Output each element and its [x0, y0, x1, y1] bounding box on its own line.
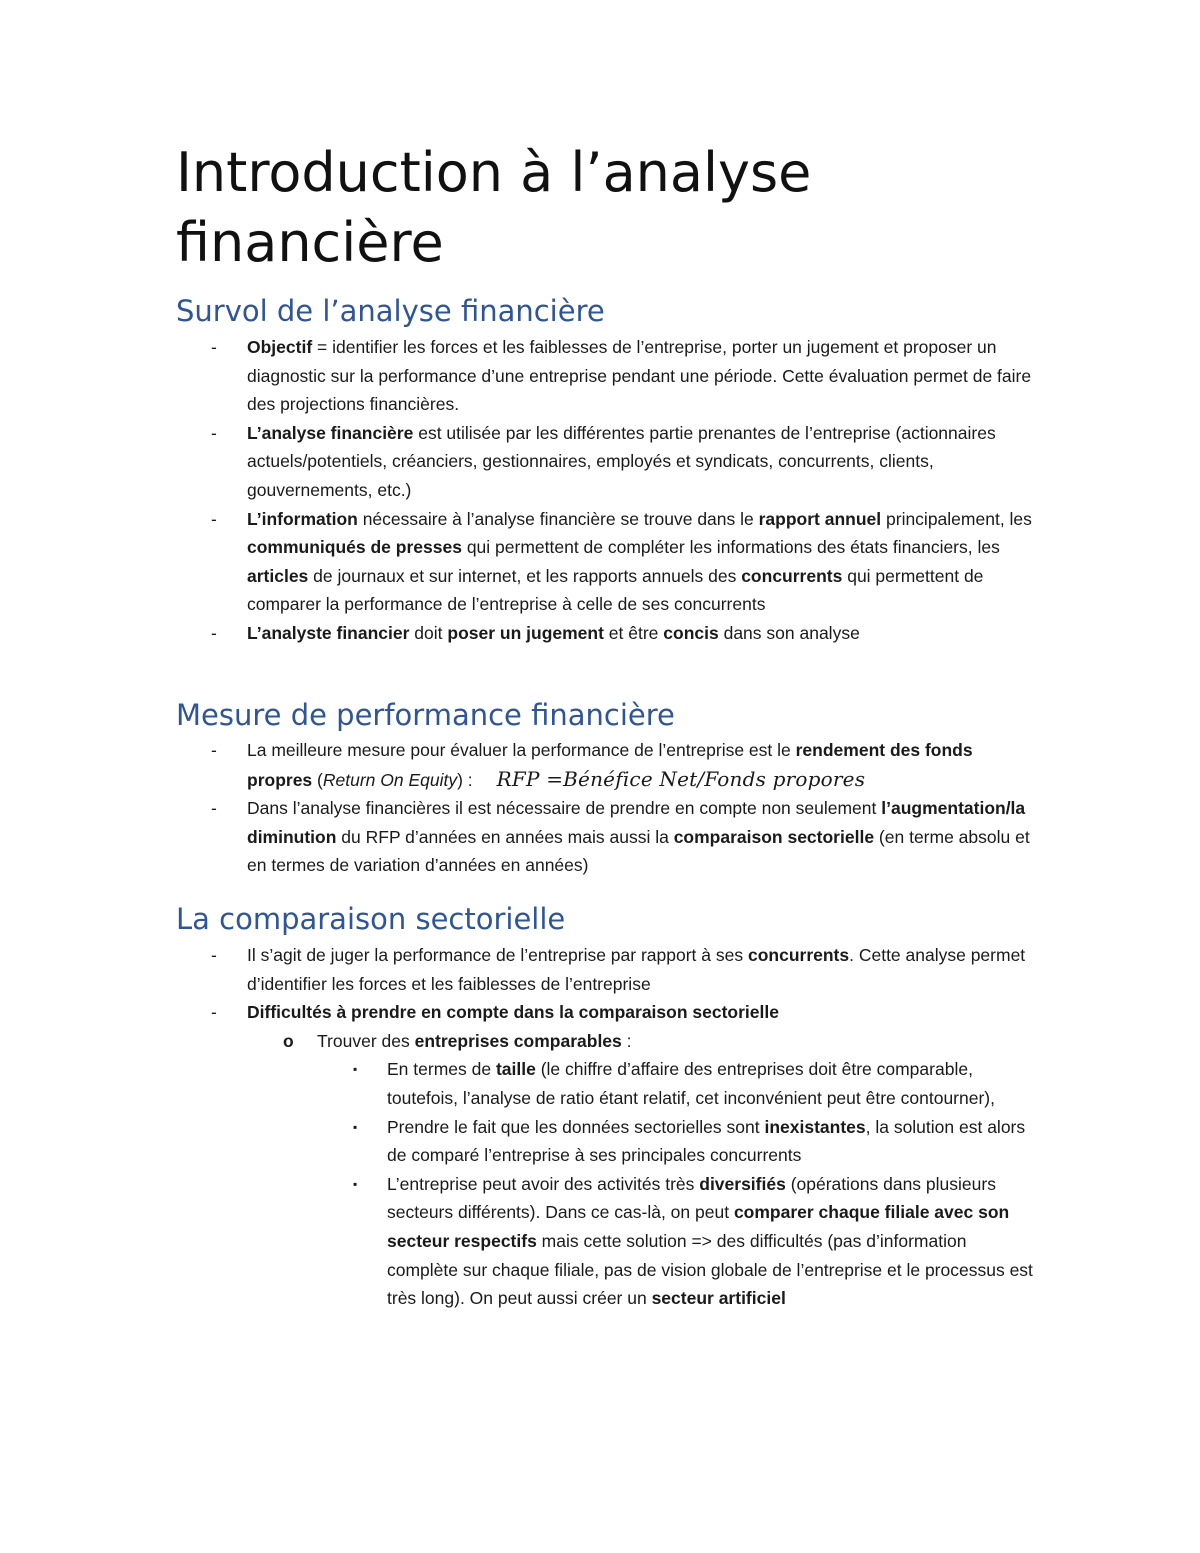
item-text: et être — [603, 622, 664, 643]
item-text: En termes de — [387, 1059, 496, 1080]
item-text: doit — [409, 622, 448, 643]
bold-term: poser un jugement — [447, 622, 604, 643]
item-text: Prendre le fait que les données sectorielles sont — [387, 1116, 765, 1137]
bold-term: L’information — [247, 508, 358, 529]
item-text: dans son analyse — [718, 622, 860, 643]
item-text: , la solution est alors de comparé l’entreprise à ses principales concurrents — [387, 1116, 1026, 1166]
list-item — [211, 505, 1037, 619]
item-text: principalement, les — [881, 508, 1032, 529]
bold-term: Objectif — [247, 337, 313, 357]
item-text: La meilleure mesure pour évaluer la performance de l’entreprise est le — [247, 740, 796, 760]
item-text: du RFP d’années en années mais aussi la — [336, 826, 674, 847]
bold-term: communiqués de presses — [247, 537, 462, 558]
bold-term: diversifiés — [699, 1173, 786, 1194]
section-survol-list — [0, 333, 1200, 648]
bold-term: rendement des fonds propres — [247, 740, 973, 790]
item-text: Il s’agit de juger la performance de l’entreprise par rapport à ses — [247, 945, 748, 965]
list-item — [353, 1055, 1037, 1112]
bold-term: L’analyste financier — [247, 622, 410, 643]
list-item — [211, 419, 1037, 505]
item-text: Trouver des — [317, 1030, 415, 1051]
square-bullet: ▪ — [353, 1176, 358, 1191]
bold-term: comparer chaque filiale avec son secteur respectifs — [387, 1202, 1010, 1251]
list-item — [211, 333, 1037, 419]
bold-term: Difficultés à prendre en compte dans la comparaison sectorielle — [247, 1002, 779, 1023]
list-item — [211, 736, 1037, 794]
list-item — [211, 619, 1037, 648]
bold-term: comparaison sectorielle — [673, 826, 875, 847]
item-text: ( — [312, 769, 323, 790]
bold-term: secteur artificiel — [651, 1288, 786, 1309]
item-text: qui permettent de compléter les informations des états financiers, les — [461, 537, 1000, 558]
dash-bullet: - — [211, 422, 217, 443]
item-text: Dans l’analyse financières il est nécessaire de prendre en compte non seulement — [247, 798, 882, 819]
item-text: (opérations dans plusieurs secteurs différents). Dans ce cas-là, on peut — [387, 1173, 996, 1223]
item-text: . Cette analyse permet d’identifier les forces et les faiblesses de l’entreprise — [247, 945, 1026, 994]
section-heading-mesure: Mesure de performance financière — [176, 698, 675, 732]
list-item — [211, 794, 1037, 880]
dash-bullet: - — [211, 508, 217, 529]
italic-term: Return On Equity — [322, 769, 458, 790]
dash-bullet: - — [211, 740, 217, 760]
document-title: Introduction à l’analyse financière — [176, 141, 812, 274]
list-item — [353, 1170, 1037, 1313]
bold-term: L’analyse financière — [247, 422, 414, 443]
section-mesure-list — [0, 736, 1200, 880]
bold-term: inexistantes — [764, 1116, 866, 1137]
bold-term: concurrents — [747, 945, 850, 965]
square-bullet: ▪ — [353, 1062, 358, 1077]
item-text: = identifier les forces et les faiblesses de l’entreprise, porter un jugement et proposer un diagnostic sur la performance d’une entreprise pendant une période. Cette évaluation permet de faire des projections financières. — [247, 337, 1032, 415]
list-item — [353, 1113, 1037, 1170]
item-text: de journaux et sur internet, et les rapports annuels des — [308, 565, 742, 586]
item-text: qui permettent de comparer la performance de l’entreprise à celle de ses concurrents — [247, 565, 984, 615]
dash-bullet: - — [211, 1002, 217, 1023]
item-text: est utilisée par les différentes partie prenantes de l’entreprise (actionnaires actuels/potentiels, créanciers, gestionnaires, employés et syndicats, concurrents, clients, gouvernements, etc.) — [247, 422, 996, 500]
bold-term: rapport annuel — [758, 508, 882, 529]
bold-term: concis — [663, 622, 719, 643]
dash-bullet: - — [211, 622, 217, 643]
list-item — [283, 1027, 1037, 1056]
bold-term: entreprises comparables — [414, 1030, 622, 1051]
section-heading-comparaison: La comparaison sectorielle — [176, 902, 566, 936]
item-text: ) : — [457, 769, 473, 790]
item-text: (le chiffre d’affaire des entreprises doit être comparable, toutefois, l’analyse de ratio étant relatif, cet inconvénient peut être contourner), — [387, 1059, 995, 1108]
dash-bullet: - — [211, 798, 217, 819]
dash-bullet: - — [211, 337, 217, 357]
item-text: nécessaire à l’analyse financière se trouve dans le — [357, 508, 759, 529]
section-comparaison-list — [0, 941, 1200, 1313]
item-text: mais cette solution => des difficultés (pas d’information complète sur chaque filiale, pas de vision globale de l’entreprise et le processus est très long). On peut aussi créer un — [387, 1230, 1033, 1309]
circle-bullet: o — [283, 1030, 294, 1051]
list-item — [211, 941, 1037, 998]
section-heading-survol: Survol de l’analyse financière — [176, 294, 605, 328]
item-text: : — [621, 1030, 632, 1051]
rfp-formula: RFP =Bénéfice Net/Fonds propores — [496, 766, 866, 791]
bold-term: concurrents — [741, 565, 843, 586]
square-bullet: ▪ — [353, 1119, 358, 1134]
item-text: L’entreprise peut avoir des activités très — [387, 1173, 700, 1194]
item-text: (en terme absolu et en termes de variation d’années en années) — [247, 826, 1030, 876]
dash-bullet: - — [211, 945, 217, 965]
bold-term: articles — [247, 565, 309, 586]
list-item — [211, 998, 1037, 1027]
bold-term: taille — [495, 1059, 536, 1080]
bold-term: l’augmentation/la diminution — [247, 798, 1026, 847]
